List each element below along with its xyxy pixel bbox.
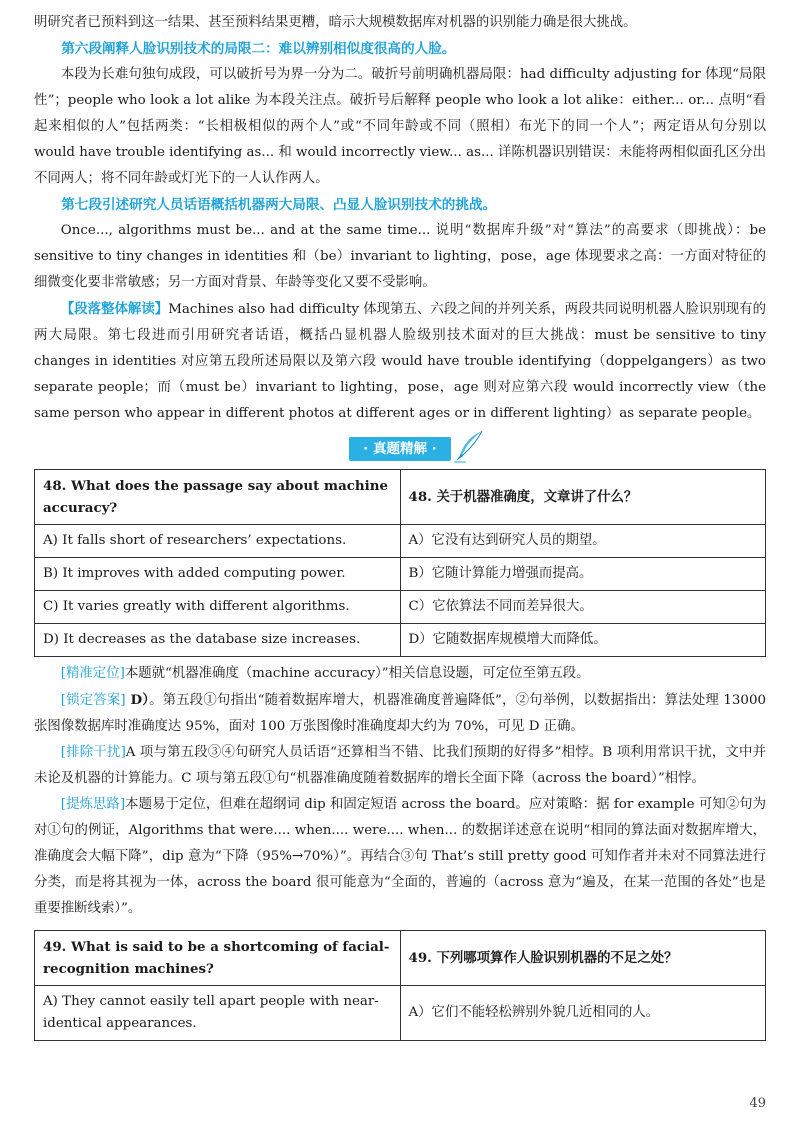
option-cn: B）它随计算能力增强而提高。 (400, 558, 766, 591)
section-title-wrap (34, 437, 766, 461)
option-en: A) It falls short of researchers’ expectations. (35, 525, 401, 558)
summary-label: 【段落整体解读】 (60, 301, 169, 317)
quill-pen-icon (452, 429, 486, 463)
heading-paragraph-6: 第六段阐释人脸识别技术的局限二：难以辨别相似度很高的人脸。 (61, 41, 456, 57)
question-row (35, 470, 766, 525)
tip-text: 本题易于定位，但难在超纲词 dip 和固定短语 across the board。应对策略：据 for example 可知②句为对①句的例证，Algorithms that were.... when.... were.... when... 的数据详述意在说明“相同的算法面对数据库增大，准确度会大幅下降”，dip 意为“下降（95%→70%）”。再结合③句 That’s still pretty good 可知作者并未对不同算法进行分类，而是将其视为一体，across the board 很可能意为“全面的，普遍的（across 意为“遍及，在某一范围的各处”也是重要推断线索）”。 (34, 797, 766, 916)
page-body (34, 10, 766, 1041)
page-number: 49 (749, 1096, 766, 1111)
answer-label: [锁定答案] (60, 693, 126, 708)
answer-text: 。第五段①句指出“随着数据库增大，机器准确度普遍降低”，②句举例，以数据指出：算法处理 13000 张图像数据库时准确度达 95%，面对 100 万张图像时准确度却大约为 70%，可见 D 正确。 (34, 693, 766, 734)
option-row (35, 986, 766, 1041)
option-en: B) It improves with added computing power. (35, 558, 401, 591)
analysis-paragraph-6: 本段为长难句独句成段，可以破折号为界一分为二。破折号前明确机器局限：had difficulty adjusting for 体现“局限性”；people who look a lot alike 为本段关注点。破折号后解释 people who look a lot alike：either... or... 点明“看起来相似的人”包括两类：“长相极相似的两个人”或“不同年龄或不同（照相）布光下的同一个人”；两定语从句分别以 would have trouble identifying as... 和 would incorrectly view... as... 详陈机器识别错误：未能将两相似面孔区分出不同两人；将不同年龄或灯光下的一人认作两人。 (34, 67, 766, 186)
question-en: 48. What does the passage say about machine accuracy? (35, 470, 401, 525)
option-cn: D）它随数据库规模增大而降低。 (400, 624, 766, 657)
question-48-table (34, 469, 766, 657)
exclude-label: [排除干扰] (60, 745, 126, 760)
locate-label: [精准定位] (60, 666, 125, 681)
option-row (35, 591, 766, 624)
answer-paragraph (34, 687, 766, 740)
question-en: 49. What is said to be a shortcoming of facial-recognition machines? (35, 931, 401, 986)
analysis-paragraph-7: Once..., algorithms must be... and at the same time... 说明“数据库升级”对“算法”的高要求（即挑战）：be sensitive to tiny changes in identities 和（be）invariant to lighting，pose，age 体现要求之高：一方面对特征的细微变化要非常敏感；另一方面对背景、年龄等变化又要不受影响。 (34, 223, 766, 290)
tip-paragraph (34, 792, 766, 922)
option-row (35, 525, 766, 558)
locate-paragraph (34, 661, 766, 687)
explanation-48 (34, 661, 766, 922)
exclude-text: A 项与第五段③④句研究人员话语“还算相当不错、比我们预期的好得多”相悖。B 项利用常识干扰，文中并未论及机器的计算能力。C 项与第五段①句“机器准确度随着数据库的增长全面下降（across the board）”相悖。 (34, 745, 766, 786)
option-en: D) It decreases as the database size increases. (35, 624, 401, 657)
answer-key: D） (125, 692, 150, 708)
section-title: · 真题精解 · (349, 437, 451, 461)
option-cn: A）它没有达到研究人员的期望。 (400, 525, 766, 558)
exclude-paragraph (34, 740, 766, 792)
question-49-table (34, 930, 766, 1041)
summary-paragraph (34, 296, 766, 427)
option-row (35, 624, 766, 657)
option-en: A) They cannot easily tell apart people with near-identical appearances. (35, 986, 401, 1041)
heading-paragraph-7: 第七段引述研究人员话语概括机器两大局限、凸显人脸识别技术的挑战。 (61, 197, 497, 213)
question-row (35, 931, 766, 986)
option-row (35, 558, 766, 591)
option-cn: A）它们不能轻松辨别外貌几近相同的人。 (400, 986, 766, 1041)
question-cn: 48. 关于机器准确度，文章讲了什么？ (400, 470, 766, 525)
summary-text: Machines also had difficulty 体现第五、六段之间的并列关系，两段共同说明机器人脸识别现有的两大局限。第七段进而引用研究者话语，概括凸显机器人脸级别技术面对的巨大挑战：must be sensitive to tiny changes in identities 对应第五段所述局限以及第六段 would have trouble identifying（doppelgangers）as two separate people；而（must be）invariant to lighting，pose，age 则对应第六段 would incorrectly view（the same person who appear in different photos at different ages or in different lighting）as separate people。 (34, 302, 766, 421)
option-cn: C）它依算法不同而差异很大。 (400, 591, 766, 624)
question-cn: 49. 下列哪项算作人脸识别机器的不足之处？ (400, 931, 766, 986)
locate-text: 本题就“机器准确度（machine accuracy）”相关信息设题，可定位至第五段。 (124, 666, 590, 681)
paragraph-intro-end: 明研究者已预料到这一结果、甚至预料结果更糟，暗示大规模数据库对机器的识别能力确是很大挑战。 (34, 15, 637, 30)
tip-label: [提炼思路] (60, 797, 126, 812)
option-en: C) It varies greatly with different algorithms. (35, 591, 401, 624)
